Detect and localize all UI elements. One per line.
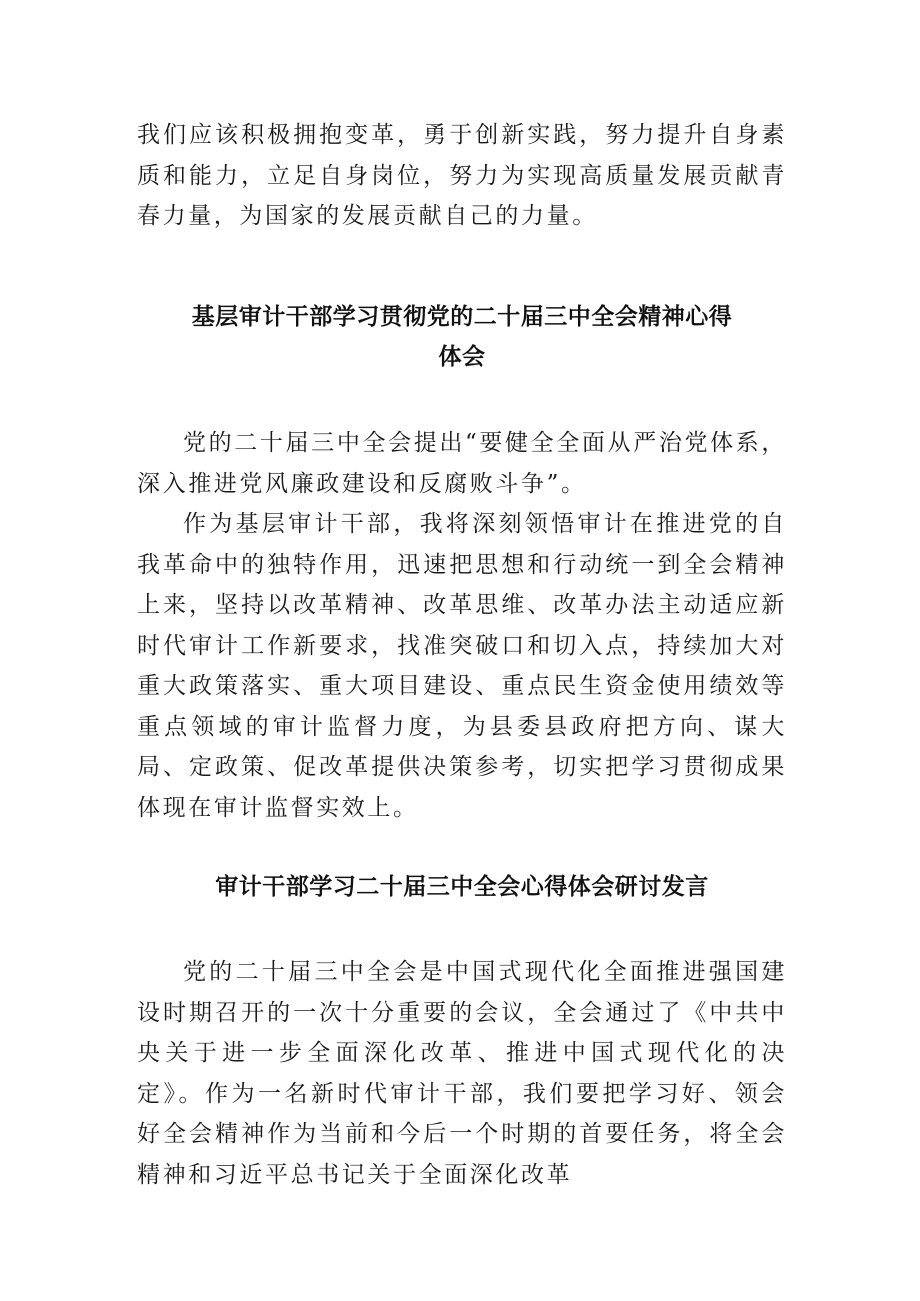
paragraph: 党的二十届三中全会是中国式现代化全面推进强国建设时期召开的一次十分重要的会议，全会通过了《中共中央关于进一步全面深化改革、推进中国式现代化的决定》。作为一名新时代审计干部，我们要把学习好、领会好全会精神作为当前和今后一个时期的首要任务，将全会精神和习近平总书记关于全面深化改革 xyxy=(137,959,787,1188)
paragraph: 我们应该积极拥抱变革，勇于创新实践，努力提升自身素质和能力，立足自身岗位，努力为实现高质量发展贡献青春力量，为国家的发展贡献自己的力量。 xyxy=(137,122,787,229)
section-3-heading xyxy=(137,867,787,907)
section-title-line-1: 基层审计干部学习贯彻党的二十届三中全会精神心得 xyxy=(191,304,733,330)
paragraph: 党的二十届三中全会提出“要健全全面从严治党体系，深入推进党风廉政建设和反腐败斗争”。 xyxy=(137,430,787,497)
section-2-heading xyxy=(137,297,787,377)
section-2-body xyxy=(137,423,787,828)
paragraph: 作为基层审计干部，我将深刻领悟审计在推进党的自我革命中的独特作用，迅速把思想和行动统一到全会精神上来，坚持以改革精神、改革思维、改革办法主动适应新时代审计工作新要求，找准突破口和切入点，持续加大对重大政策落实、重大项目建设、重点民生资金使用绩效等重点领域的审计监督力度，为县委县政府把方向、谋大局、定政策、促改革提供决策参考，切实把学习贯彻成果体现在审计监督实效上。 xyxy=(137,511,787,821)
section-title xyxy=(137,297,787,377)
section-3-body xyxy=(137,952,787,1195)
section-title: 审计干部学习二十届三中全会心得体会研讨发言 xyxy=(215,874,709,900)
section-1 xyxy=(137,115,787,237)
section-title-line-2: 体会 xyxy=(438,344,486,370)
